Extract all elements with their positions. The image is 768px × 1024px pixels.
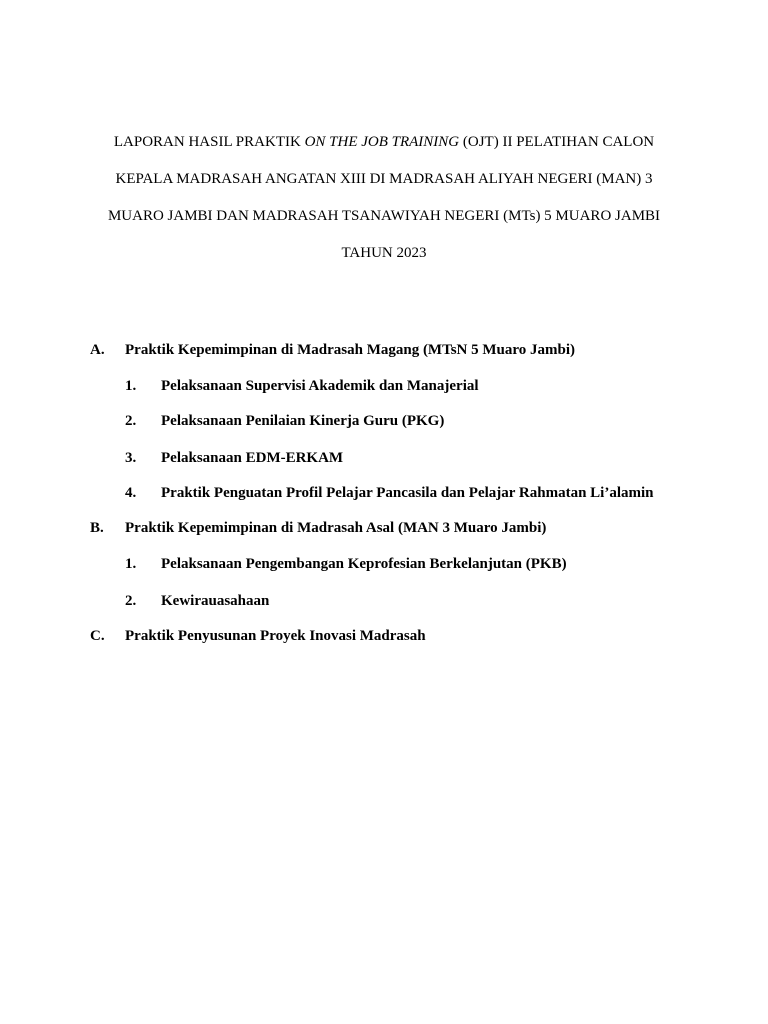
item-marker: 3. <box>125 450 137 466</box>
item-label: Pelaksanaan Penilaian Kinerja Guru (PKG) <box>161 413 445 429</box>
item-label: Pelaksanaan Pengembangan Keprofesian Berkelanjutan (PKB) <box>161 556 567 572</box>
item-marker: 1. <box>125 378 137 394</box>
title-line-4: TAHUN 2023 <box>341 245 427 261</box>
section-a-label: Praktik Kepemimpinan di Madrasah Magang (MTsN 5 Muaro Jambi) <box>125 342 576 358</box>
title-line-3: MUARO JAMBI DAN MADRASAH TSANAWIYAH NEGERI (MTs) 5 MUARO JAMBI <box>107 208 661 224</box>
item-marker: 4. <box>125 485 137 501</box>
item-label: Kewirauasahaan <box>161 593 270 609</box>
title-line-1-suffix: (OJT) II PELATIHAN CALON <box>459 134 655 150</box>
item-marker: 1. <box>125 556 137 572</box>
item-marker: 2. <box>125 413 137 429</box>
section-a-item-4 <box>125 485 654 502</box>
section-b-label: Praktik Kepemimpinan di Madrasah Asal (MAN 3 Muaro Jambi) <box>125 520 547 536</box>
section-b-item-2 <box>125 593 269 610</box>
title-line-2: KEPALA MADRASAH ANGATAN XIII DI MADRASAH ALIYAH NEGERI (MAN) 3 <box>115 171 653 187</box>
item-marker: 2. <box>125 593 137 609</box>
section-c-marker: C. <box>90 628 105 644</box>
item-label: Pelaksanaan EDM-ERKAM <box>161 450 344 466</box>
title-line-1 <box>80 124 688 161</box>
title-line-1-prefix: LAPORAN HASIL PRAKTIK <box>113 134 305 150</box>
section-c <box>90 628 426 645</box>
section-a-item-2 <box>125 413 444 430</box>
section-c-label: Praktik Penyusunan Proyek Inovasi Madrasah <box>125 628 426 644</box>
section-b-marker: B. <box>90 520 104 536</box>
section-a-item-1 <box>125 378 479 395</box>
section-b-item-1 <box>125 556 567 573</box>
report-title <box>80 124 688 272</box>
section-a-item-3 <box>125 450 343 467</box>
section-a <box>90 342 575 359</box>
item-label: Praktik Penguatan Profil Pelajar Pancasila dan Pelajar Rahmatan Li’alamin <box>161 485 654 501</box>
section-b <box>90 520 546 537</box>
section-a-marker: A. <box>90 342 105 358</box>
title-line-1-italic: ON THE JOB TRAINING <box>304 134 460 150</box>
item-label: Pelaksanaan Supervisi Akademik dan Manajerial <box>161 378 479 394</box>
